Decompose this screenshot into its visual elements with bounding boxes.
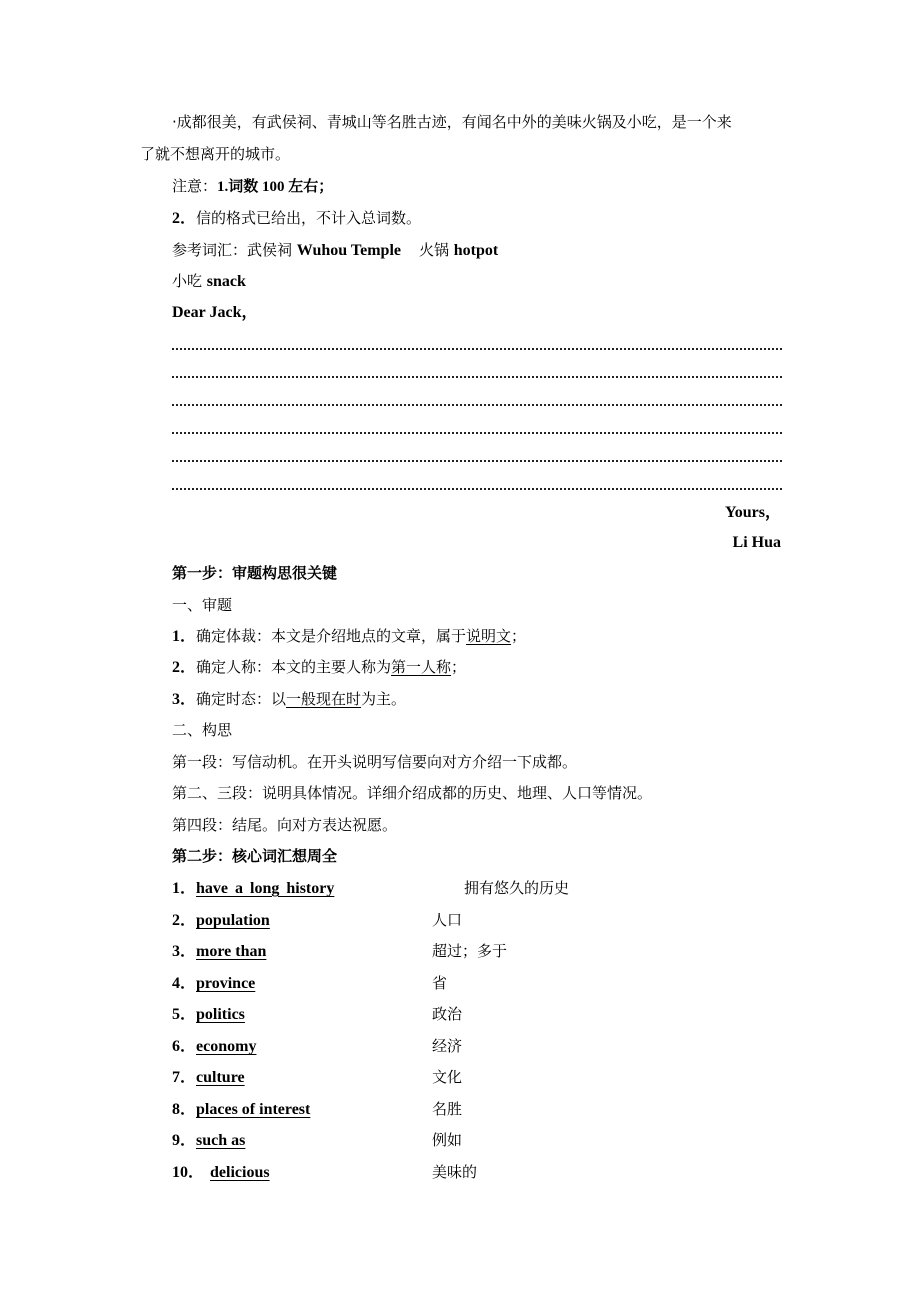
vocab-number: 3． (172, 943, 197, 960)
vocab-row (172, 941, 266, 962)
vocab-number: 8． (172, 1101, 197, 1118)
vocab-reference-label: 参考词汇： (172, 241, 248, 259)
vocab-row (172, 1130, 245, 1151)
step1-title: 第一步：审题构思很关键 (172, 564, 338, 582)
item-answer: 说明文 (466, 627, 512, 645)
vocab-ref-zh-2: 火锅 (419, 241, 454, 259)
vocab-ref-en-1: Wuhou Temple (296, 242, 401, 259)
note-2-number: 2． (172, 210, 197, 227)
note-1 (172, 176, 333, 197)
vocab-reference-2 (172, 271, 246, 292)
vocab-english: culture (196, 1069, 245, 1086)
vocab-english: province (196, 975, 256, 992)
vocab-number: 4． (172, 975, 197, 992)
writing-line-3 (172, 404, 782, 406)
vocab-chinese: 政治 (432, 1005, 463, 1023)
vocab-ref-en-3: snack (206, 273, 246, 290)
vocab-reference (172, 240, 498, 261)
vocab-chinese: 省 (432, 974, 448, 992)
letter-signature: Li Hua (732, 534, 781, 551)
note-label: 注意： (172, 177, 218, 195)
vocab-chinese: 例如 (432, 1131, 463, 1149)
item-number: 3． (172, 691, 197, 708)
writing-line-1 (172, 348, 782, 350)
step2-title: 第二步：核心词汇想周全 (172, 847, 338, 865)
item-text: 确定时态：以 (196, 690, 287, 708)
outline-paragraph-2: 第二、三段：说明具体情况。详细介绍成都的历史、地理、人口等情况。 (172, 784, 653, 802)
writing-line-4 (172, 432, 782, 434)
vocab-number: 1． (172, 880, 197, 897)
section-title-outline: 二、构思 (172, 721, 233, 739)
item-punct: 为主。 (361, 690, 407, 708)
item-text: 确定人称：本文的主要人称为 (196, 658, 392, 676)
vocab-english: places of interest (196, 1101, 311, 1118)
vocab-english: delicious (210, 1164, 270, 1181)
note-2 (172, 208, 421, 229)
vocab-ref-en-2: hotpot (453, 242, 499, 259)
vocab-chinese: 拥有悠久的历史 (464, 879, 570, 897)
vocab-english: economy (196, 1038, 257, 1055)
intro-line-1: ·成都很美，有武侯祠、青城山等名胜古迹，有闻名中外的美味火锅及小吃，是一个来 (172, 113, 732, 131)
item-punct: ； (451, 658, 467, 676)
analysis-item-1 (172, 626, 526, 647)
vocab-row (172, 1067, 245, 1088)
vocab-ref-zh-1: 武侯祠 (247, 241, 297, 259)
outline-paragraph-1: 第一段：写信动机。在开头说明写信要向对方介绍一下成都。 (172, 753, 578, 771)
vocab-number: 7． (172, 1069, 197, 1086)
analysis-item-3 (172, 689, 406, 710)
vocab-english: have a long history (196, 880, 335, 897)
item-punct: ； (511, 627, 527, 645)
vocab-chinese: 名胜 (432, 1100, 463, 1118)
item-answer: 第一人称 (391, 658, 452, 676)
vocab-row (172, 1162, 270, 1183)
vocab-english: such as (196, 1132, 246, 1149)
vocab-chinese: 人口 (432, 911, 463, 929)
vocab-english: population (196, 912, 270, 929)
vocab-chinese: 超过；多于 (432, 942, 508, 960)
section-title-analysis: 一、审题 (172, 596, 233, 614)
vocab-chinese: 经济 (432, 1037, 463, 1055)
vocab-number: 5． (172, 1006, 197, 1023)
item-number: 1． (172, 628, 197, 645)
vocab-english: more than (196, 943, 267, 960)
vocab-row (172, 1036, 256, 1057)
item-number: 2． (172, 659, 197, 676)
vocab-number: 10． (172, 1164, 205, 1181)
writing-line-5 (172, 460, 782, 462)
vocab-number: 6． (172, 1038, 197, 1055)
vocab-chinese: 美味的 (432, 1163, 478, 1181)
vocab-english: politics (196, 1006, 245, 1023)
item-text: 确定体裁：本文是介绍地点的文章，属于 (196, 627, 467, 645)
vocab-number: 9． (172, 1132, 197, 1149)
analysis-item-2 (172, 657, 466, 678)
writing-line-2 (172, 376, 782, 378)
letter-closing: Yours， (724, 504, 781, 521)
vocab-row (172, 973, 255, 994)
note-1-text: 1.词数 100 左右； (217, 179, 334, 195)
vocab-number: 2． (172, 912, 197, 929)
vocab-ref-zh-3: 小吃 (172, 272, 207, 290)
outline-paragraph-4: 第四段：结尾。向对方表达祝愿。 (172, 816, 398, 834)
vocab-row (172, 878, 334, 899)
vocab-row (172, 1099, 310, 1120)
intro-line-2: 了就不想离开的城市。 (140, 145, 291, 163)
vocab-row (172, 1004, 245, 1025)
vocab-row (172, 910, 270, 931)
item-answer: 一般现在时 (286, 690, 362, 708)
writing-line-6 (172, 488, 782, 490)
letter-salutation: Dear Jack， (172, 304, 258, 321)
vocab-chinese: 文化 (432, 1068, 463, 1086)
note-2-text: 信的格式已给出，不计入总词数。 (196, 209, 422, 227)
